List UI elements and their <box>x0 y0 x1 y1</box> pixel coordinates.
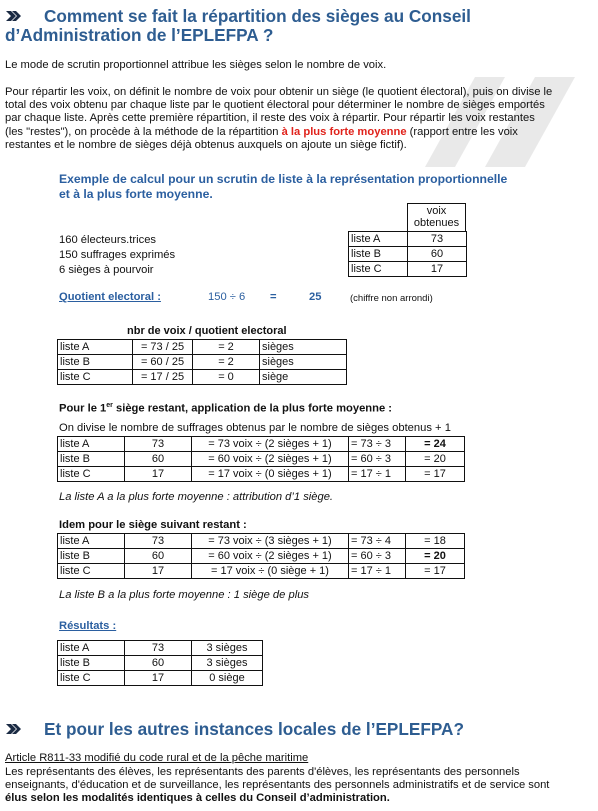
method-line: restantes et le nombre de sièges déjà obtenus auxquels on ajoute un siège fictif). <box>5 138 407 151</box>
list-name: liste C <box>349 262 408 277</box>
table-cell: liste A <box>58 534 125 549</box>
table-cell: = 0 <box>193 370 260 385</box>
quotient-note: (chiffre non arrondi) <box>350 293 433 304</box>
table-cell: liste A <box>58 437 125 452</box>
list-name: liste B <box>349 247 408 262</box>
table-row <box>349 232 467 247</box>
table-cell: = 17 ÷ 1 <box>349 564 406 579</box>
table-cell: = 73 / 25 <box>133 340 193 355</box>
table-cell: liste B <box>58 549 125 564</box>
table-cell: 0 siège <box>192 671 263 686</box>
fact: 160 électeurs.trices <box>59 234 157 246</box>
quotient-value: 25 <box>309 291 322 303</box>
table-cell: = 60 / 25 <box>133 355 193 370</box>
method-line <box>5 126 595 139</box>
table-cell: = 73 voix ÷ (2 sièges + 1) <box>192 437 349 452</box>
table-cell: 60 <box>125 656 192 671</box>
paragraph-line: enseignants, d'éducation et de surveillance, les représentants des personnels administratifs et de service sont <box>5 779 550 792</box>
table-cell: = 60 ÷ 3 <box>349 549 406 564</box>
fact: 6 sièges à pourvoir <box>59 264 154 276</box>
example-title-line2: et à la plus forte moyenne. <box>59 187 213 201</box>
section2-title: Et pour les autres instances locales de l’EPLEFPA? <box>44 719 464 739</box>
table-cell: sièges <box>260 340 347 355</box>
table-cell: siège <box>260 370 347 385</box>
article-link[interactable]: Article R811-33 modifié du code rural et de la pêche maritime <box>5 752 309 764</box>
quotient-equals: = <box>270 291 277 303</box>
table-row <box>58 340 347 355</box>
quotient-label: Quotient electoral : <box>59 291 161 303</box>
results-title: Résultats : <box>59 620 117 632</box>
table-cell: = 17 ÷ 1 <box>349 467 406 482</box>
quotient-table <box>57 339 347 385</box>
table-cell: 17 <box>125 671 192 686</box>
votes-table <box>348 203 467 277</box>
table-cell: = 24 <box>406 437 465 452</box>
table-cell: = 17 voix ÷ (0 sièges + 1) <box>192 467 349 482</box>
double-chevron-icon <box>6 724 21 734</box>
table-cell: = 2 <box>193 355 260 370</box>
section-title-line2: d’Administration de l’EPLEFPA ? <box>5 25 274 45</box>
text: Pour le 1 <box>59 402 107 415</box>
table-row <box>349 247 467 262</box>
text: (les "restes"), on procède à la méthode de la répartition <box>5 125 282 138</box>
table-row <box>58 467 465 482</box>
table-cell: = 17 <box>406 467 465 482</box>
paragraph-line: Les représentants des élèves, les représentants des parents d'élèves, les représentants des personnels <box>5 766 520 778</box>
table-cell: = 60 voix ÷ (2 sièges + 1) <box>192 452 349 467</box>
election-facts <box>59 233 175 278</box>
table-cell: sièges <box>260 355 347 370</box>
results-table <box>57 640 263 686</box>
section2-paragraph <box>5 766 597 806</box>
table-cell: = 17 / 25 <box>133 370 193 385</box>
table-row <box>58 671 263 686</box>
table-cell: = 73 ÷ 3 <box>349 437 406 452</box>
table-cell: 60 <box>125 549 192 564</box>
table-row <box>58 437 465 452</box>
method-line: total des voix obtenu par chaque liste par le quotient électoral pour déterminer le nombre de sièges emportés <box>5 99 545 112</box>
table-row <box>58 534 465 549</box>
table-cell: = 73 voix ÷ (3 sièges + 1) <box>192 534 349 549</box>
example-title-line1: Exemple de calcul pour un scrutin de liste à la représentation proportionnelle <box>59 172 508 186</box>
step1-conclusion: La liste A a la plus forte moyenne : attribution d’1 siège. <box>59 491 334 503</box>
table-cell: 17 <box>125 564 192 579</box>
table-cell: = 20 <box>406 549 465 564</box>
table-row <box>58 641 263 656</box>
table-cell: liste B <box>58 452 125 467</box>
table-cell: 73 <box>125 641 192 656</box>
text: (rapport entre les voix <box>406 125 518 138</box>
step2-table <box>57 533 465 579</box>
method-paragraph <box>5 86 595 152</box>
table-row <box>58 370 347 385</box>
table-row <box>58 564 465 579</box>
step1-table <box>57 436 465 482</box>
table-cell: = 17 voix ÷ (0 siège + 1) <box>192 564 349 579</box>
table-cell: 17 <box>125 467 192 482</box>
table-cell: = 18 <box>406 534 465 549</box>
double-chevron-icon <box>6 11 21 21</box>
superscript: er <box>106 402 113 409</box>
table-cell: liste C <box>58 370 133 385</box>
votes-count: 60 <box>408 247 467 262</box>
table-cell: = 73 ÷ 4 <box>349 534 406 549</box>
table-cell: = 2 <box>193 340 260 355</box>
table-cell: 60 <box>125 452 192 467</box>
table-row <box>58 656 263 671</box>
table1-header: nbr de voix / quotient electoral <box>127 325 287 337</box>
table-row <box>58 452 465 467</box>
highlight-text: à la plus forte moyenne <box>281 125 407 138</box>
table-cell: liste B <box>58 355 133 370</box>
votes-header-line: voix <box>426 205 447 217</box>
table-cell: = 17 <box>406 564 465 579</box>
table-cell: liste B <box>58 656 125 671</box>
votes-count: 73 <box>408 232 467 247</box>
table-cell: 73 <box>125 437 192 452</box>
table-cell: liste C <box>58 467 125 482</box>
table-cell: liste A <box>58 641 125 656</box>
step2-title: Idem pour le siège suivant restant : <box>59 519 247 531</box>
step1-subtitle: On divise le nombre de suffrages obtenus par le nombre de sièges obtenus + 1 <box>59 422 451 434</box>
paragraph-line: élus selon les modalités identiques à celles du Conseil d’administration. <box>5 792 390 805</box>
table-cell: liste C <box>58 671 125 686</box>
votes-header-line: obtenues <box>413 217 460 229</box>
table-cell: = 60 voix ÷ (2 sièges + 1) <box>192 549 349 564</box>
table-cell: = 20 <box>406 452 465 467</box>
table-cell: 73 <box>125 534 192 549</box>
step2-conclusion: La liste B a la plus forte moyenne : 1 siège de plus <box>59 589 310 601</box>
table-row <box>349 262 467 277</box>
quotient-calc: 150 ÷ 6 <box>208 291 246 303</box>
table-row <box>58 355 347 370</box>
table-cell: 3 sièges <box>192 656 263 671</box>
table-row <box>58 549 465 564</box>
method-line: Pour répartir les voix, on définit le nombre de voix pour obtenir un siège (le quotient électoral), puis on divise le <box>5 86 553 98</box>
table-cell: = 60 ÷ 3 <box>349 452 406 467</box>
list-name: liste A <box>349 232 408 247</box>
votes-count: 17 <box>408 262 467 277</box>
method-line: par chaque liste. Après cette première répartition, il reste des voix à répartir. Pour répartir les voix restantes <box>5 112 535 125</box>
table-cell: liste A <box>58 340 133 355</box>
table-cell: liste C <box>58 564 125 579</box>
fact: 150 suffrages exprimés <box>59 249 176 261</box>
section-title-line1: Comment se fait la répartition des sièges au Conseil <box>44 6 471 26</box>
intro-text: Le mode de scrutin proportionnel attribue les sièges selon le nombre de voix. <box>5 59 387 71</box>
table-cell: 3 sièges <box>192 641 263 656</box>
step1-title <box>59 402 392 415</box>
votes-header <box>407 203 466 231</box>
text: siège restant, application de la plus forte moyenne : <box>112 402 393 415</box>
